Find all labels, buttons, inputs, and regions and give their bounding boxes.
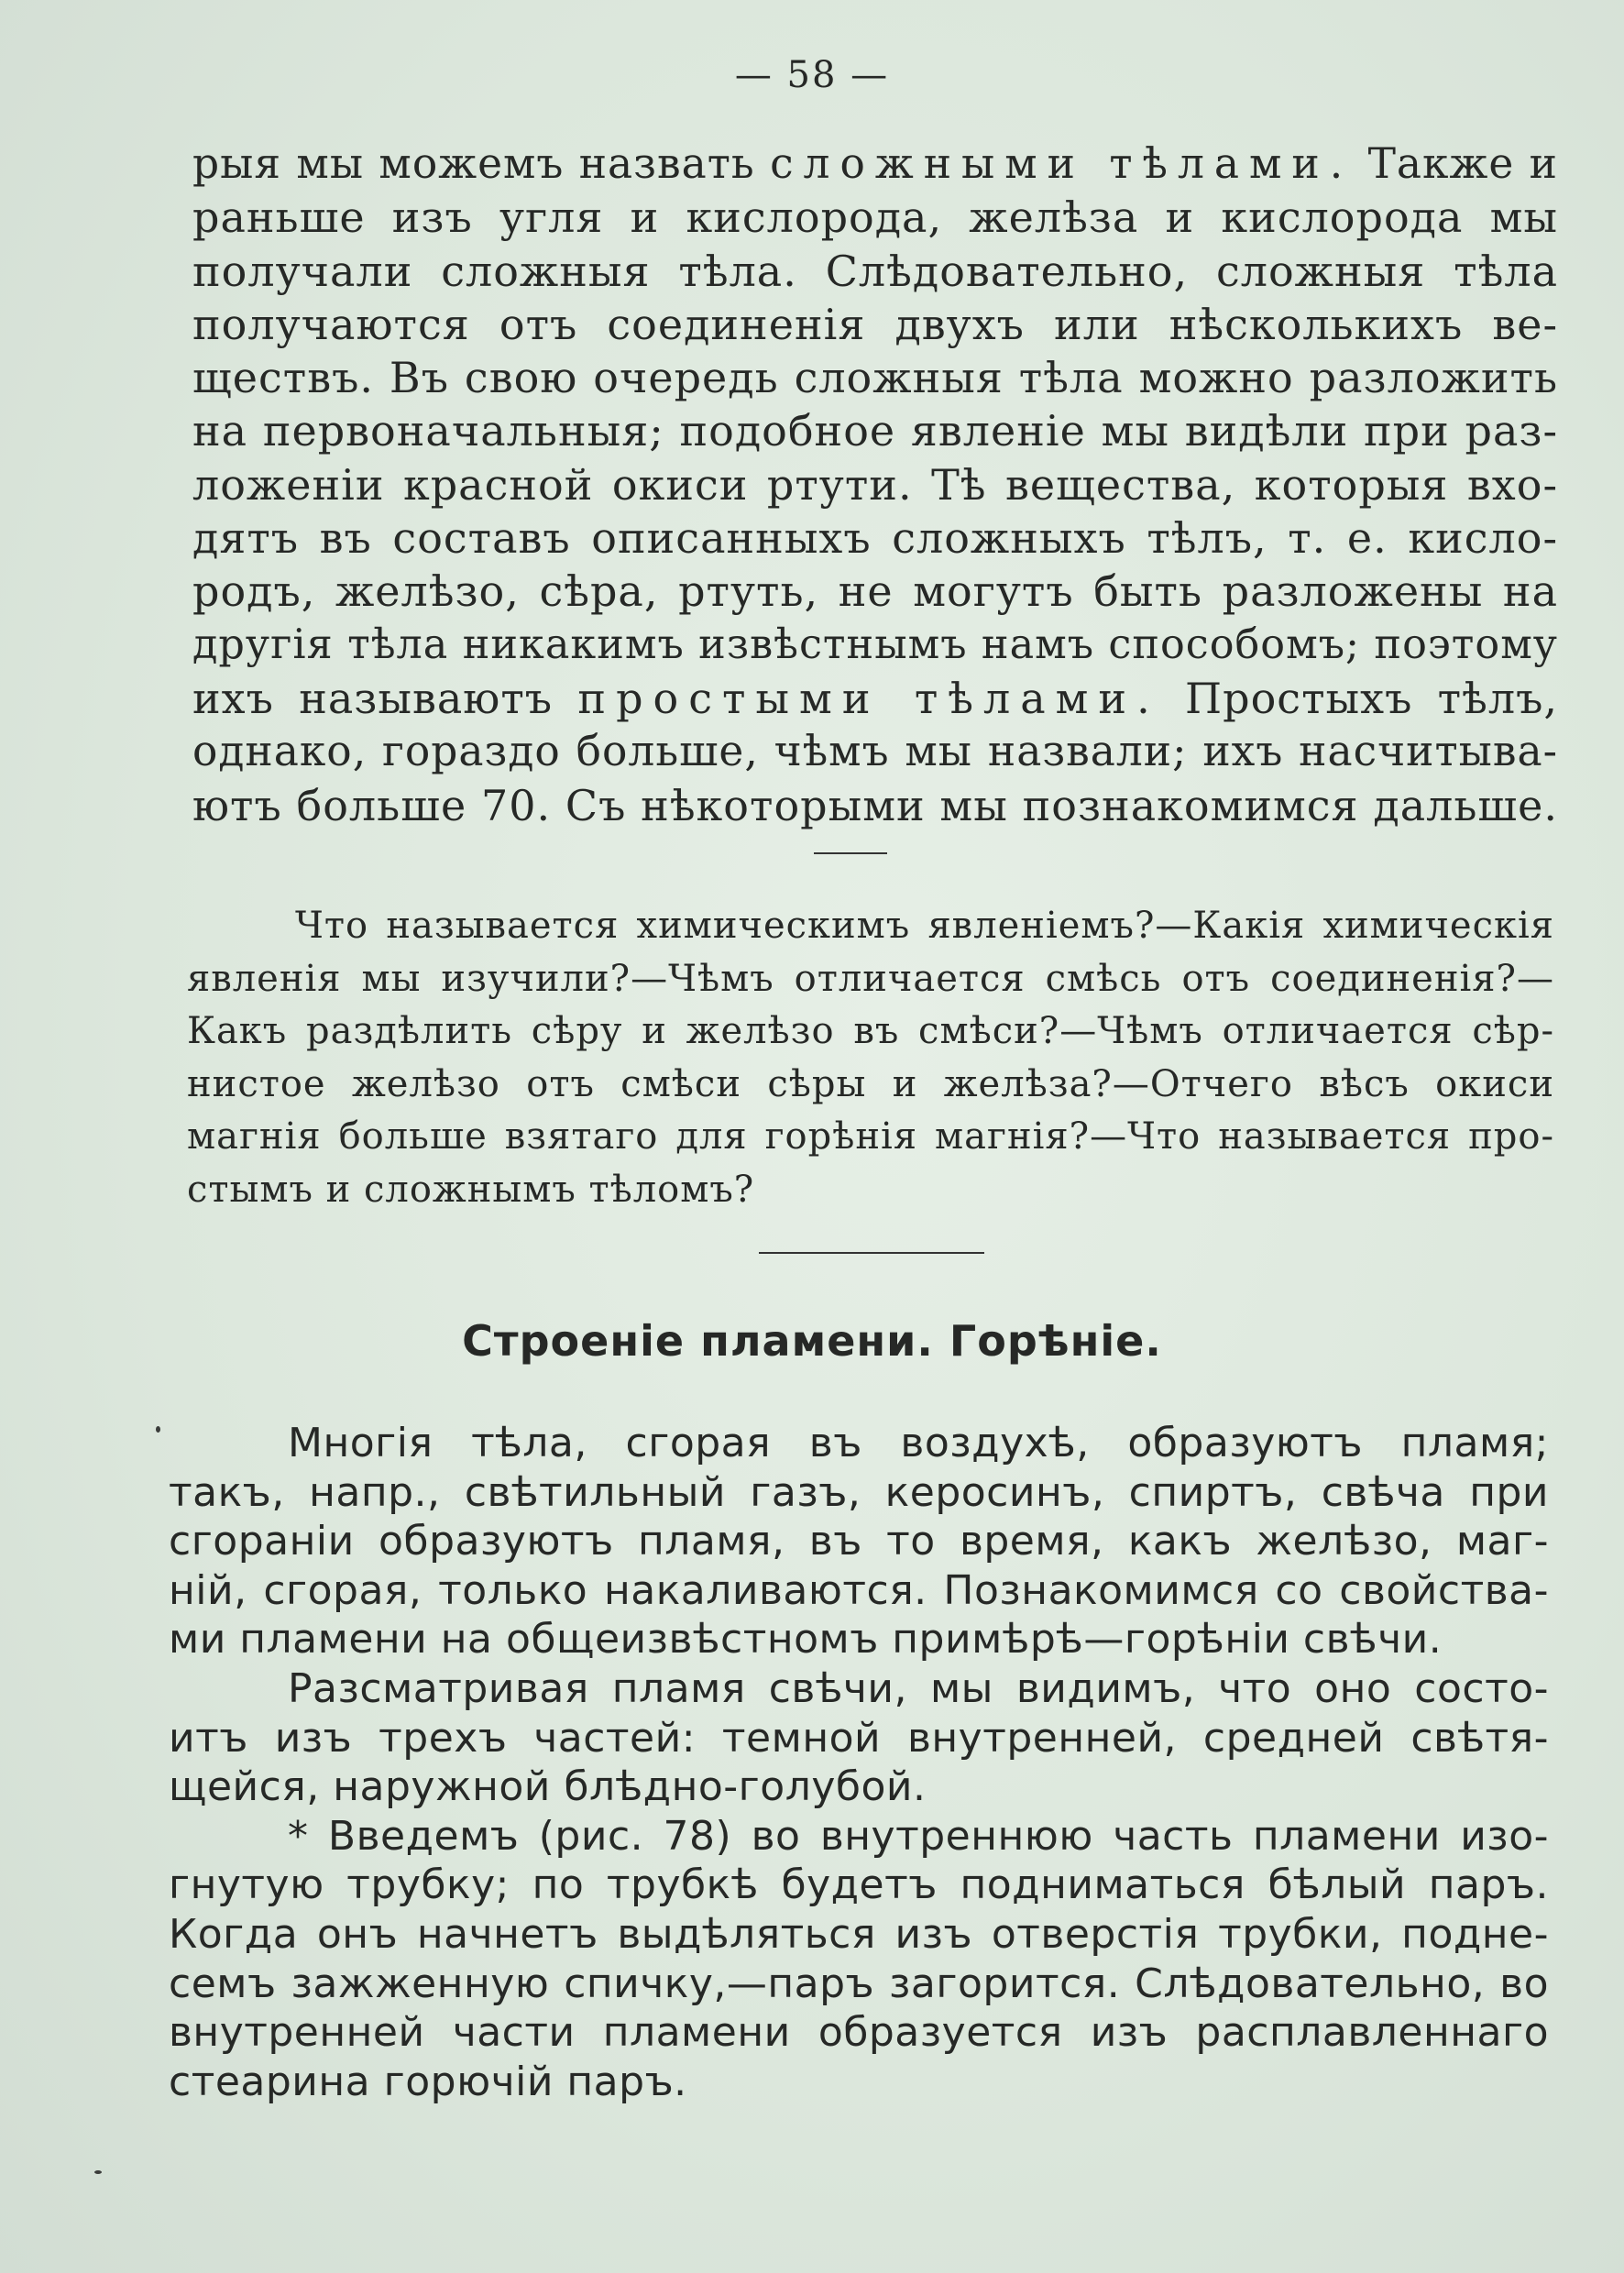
text-line: рыя мы можемъ назвать сложными тѣлами. Также и — [192, 139, 1558, 188]
text-line: однако, гораздо больше, чѣмъ мы назвали; ихъ насчитыва- — [192, 727, 1558, 776]
text-line: сгораніи образуютъ пламя, въ то время, какъ желѣзо, маг- — [169, 1518, 1549, 1565]
question-line: Какъ раздѣлить сѣру и желѣзо въ смѣси?—Чѣмъ отличается сѣр- — [187, 1010, 1554, 1052]
question-line: магнія больше взятаго для горѣнія магнія?—Что называется про- — [187, 1115, 1554, 1158]
question-line: нистое желѣзо отъ смѣси сѣры и желѣза?—Отчего вѣсъ окиси — [187, 1062, 1554, 1105]
text-line: щейся, наружной блѣдно-голубой. — [169, 1763, 927, 1811]
text-line: семъ зажженную спичку,—паръ загорится. Слѣдовательно, во — [169, 1960, 1549, 2007]
text-line: получаются отъ соединенія двухъ или нѣсколькихъ ве- — [192, 299, 1558, 349]
spaced-term: простыми тѣлами. — [577, 673, 1160, 723]
question-line: стымъ и сложнымъ тѣломъ? — [187, 1168, 755, 1211]
paper-speck — [156, 1426, 160, 1433]
text-line: другія тѣла никакимъ извѣстнымъ намъ способомъ; поэтому — [192, 620, 1558, 668]
section-heading: Строеніе пламени. Горѣніе. — [462, 1316, 1162, 1366]
question-line: явленія мы изучили?—Чѣмъ отличается смѣсь отъ соединенія?— — [187, 957, 1554, 1000]
text-line: ществъ. Въ свою очередь сложныя тѣла можно разложить — [192, 353, 1558, 403]
page-number: — 58 — — [734, 54, 890, 96]
separator-rule — [759, 1252, 984, 1254]
text-line: внутренней части пламени образуется изъ расплавленнаго — [169, 2009, 1549, 2057]
paragraph-flame-structure — [169, 1419, 1549, 2106]
review-questions — [187, 900, 1554, 1216]
text-line: Многія тѣла, сгорая въ воздухѣ, образуютъ пламя; — [288, 1420, 1549, 1466]
text-line: дятъ въ составъ описанныхъ сложныхъ тѣлъ, т. е. кисло- — [192, 513, 1558, 564]
text-line: стеарина горючій паръ. — [169, 2058, 687, 2105]
text-line: родъ, желѣзо, сѣра, ртуть, не могутъ быть разложены на — [192, 566, 1558, 617]
text-line: такъ, напр., свѣтильный газъ, керосинъ, спиртъ, свѣча при — [169, 1468, 1549, 1516]
paper-speck — [94, 2170, 102, 2174]
text-line: ложеніи красной окиси ртути. Тѣ вещества, которыя вхо- — [192, 459, 1558, 510]
text-line: получали сложныя тѣла. Слѣдовательно, сложныя тѣла — [192, 246, 1558, 296]
text-line: ихъ называютъ простыми тѣлами. Простыхъ тѣлъ, — [192, 673, 1558, 723]
separator-rule — [814, 852, 887, 854]
text-line: * Введемъ (рис. 78) во внутреннюю часть пламени изо- — [288, 1812, 1549, 1860]
text-line: Когда онъ начнетъ выдѣляться изъ отверстія трубки, подне- — [169, 1910, 1549, 1958]
spaced-term: сложными тѣлами. — [770, 139, 1354, 188]
text-line: Разсматривая пламя свѣчи, мы видимъ, что оно состо- — [288, 1664, 1549, 1712]
text-line: ми пламени на общеизвѣстномъ примѣрѣ—горѣніи свѣчи. — [169, 1616, 1443, 1664]
text-line: на первоначальныя; подобное явленіе мы видѣли при раз- — [192, 406, 1558, 456]
text-line: гнутую трубку; по трубкѣ будетъ подниматься бѣлый паръ. — [169, 1861, 1549, 1909]
text-line: ютъ больше 70. Съ нѣкоторыми мы познакомимся дальше. — [192, 780, 1558, 830]
text-line: ній, сгорая, только накаливаются. Познакомимся со свойства- — [169, 1566, 1549, 1614]
paragraph-simple-compound-bodies — [192, 137, 1558, 832]
text-line: раньше изъ угля и кислорода, желѣза и кислорода мы — [192, 192, 1558, 243]
question-line: Что называется химическимъ явленіемъ?—Какія химическія — [295, 905, 1554, 947]
text-line: итъ изъ трехъ частей: темной внутренней, средней свѣтя- — [169, 1714, 1549, 1762]
